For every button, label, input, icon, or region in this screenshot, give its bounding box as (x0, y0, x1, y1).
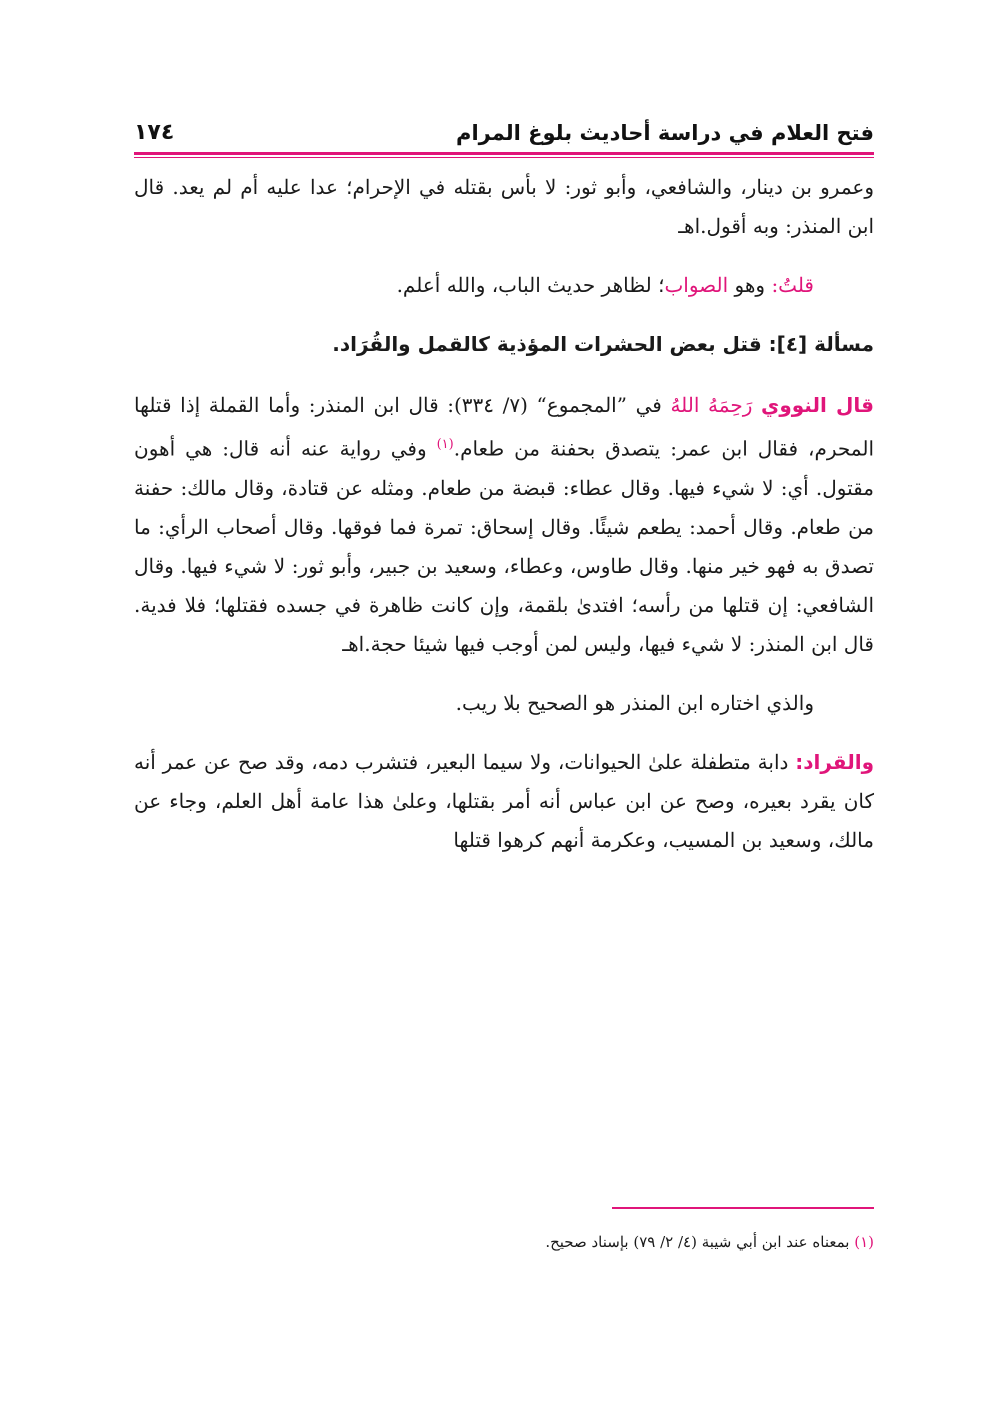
paragraph-1 (134, 168, 874, 246)
qurad-label: والقراد: (795, 749, 874, 774)
paragraph-5-rest: دابة متطفلة علىٰ الحيوانات، ولا سيما البعير، فتشرب دمه، وقد صح عن عمر أنه كان يقرد بعيره، وصح عن ابن عباس أنه أمر بقتلها، وعلىٰ هذا عامة أهل العلم، وجاء عن مالك، وسعيد بن المسيب، وعكرمة أنهم كرهوا قتلها (134, 749, 874, 852)
issue-label: مسألة [٤]: (768, 332, 874, 356)
footnote (134, 1230, 874, 1254)
issue-title: قتل بعض الحشرات المؤذية كالقمل والقُرَاد. (332, 332, 769, 356)
paragraph-2-mid: وهو (728, 273, 772, 297)
paragraph-2 (134, 266, 874, 305)
nawawi-label: قال النووي (760, 393, 874, 417)
paragraph-4-text: والذي اختاره ابن المنذر هو الصحيح بلا ريب. (455, 690, 814, 715)
paragraph-3 (134, 386, 874, 664)
issue-heading (134, 325, 874, 364)
paragraph-3-part2: وفي رواية عنه أنه قال: هي أهون مقتول. أي: لا شيء فيها. وقال عطاء: قبضة من طعام. ومثله عن قتادة، وقال مالك: حفنة من طعام. وقال أحمد: يطعم شيئًا. وقال إسحاق: تمرة فما فوقها. وقال أصحاب الرأي: ما تصدق به فهو خير منها. وقال طاوس، وعطاء، وسعيد بن جبير، وأبو ثور: لا شيء فيها. وقال الشافعي: إن قتلها من رأسه؛ افتدىٰ بلقمة، وإن كانت ظاهرة في جسده فقتلها؛ فلا فدية. قال ابن المنذر: لا شيء فيها، وليس لمن أوجب فيها شيئا حجة.اهـ (134, 436, 875, 656)
header-rule-thin (134, 157, 874, 158)
paragraph-5 (134, 743, 874, 860)
honorific-glyph: رَحِمَهُ اللهُ (670, 393, 761, 417)
paragraph-1-text: وعمرو بن دينار، والشافعي، وأبو ثور: لا بأس بقتله في الإحرام؛ عدا عليه أم لم يعد. قال ابن المنذر: وبه أقول.اهـ (134, 175, 874, 238)
footnote-number: (١) (854, 1233, 874, 1251)
sawab-word: الصواب (664, 273, 729, 297)
footnote-reference[interactable]: (١) (436, 437, 454, 452)
paragraph-2-rest: ؛ لظاهر حديث الباب، والله أعلم. (396, 273, 665, 297)
qultu-label: قلتُ: (771, 273, 814, 297)
footnote-separator (612, 1207, 874, 1209)
page-header (134, 118, 874, 152)
running-title: فتح العلام في دراسة أحاديث بلوغ المرام (456, 121, 874, 145)
page-number: ١٧٤ (134, 120, 175, 145)
footnote-text: بمعناه عند ابن أبي شيبة (٤/ ٢/ ٧٩) بإسناد صحيح. (545, 1233, 855, 1251)
paragraph-4 (134, 684, 874, 723)
main-text (134, 168, 874, 880)
paragraph-3-part1: في ”المجموع“ (٧/ ٣٣٤): قال ابن المنذر: وأما القملة إذا قتلها المحرم، فقال ابن عمر: يتصدق بحفنة من طعام. (134, 393, 874, 461)
header-rule-thick (134, 152, 874, 155)
